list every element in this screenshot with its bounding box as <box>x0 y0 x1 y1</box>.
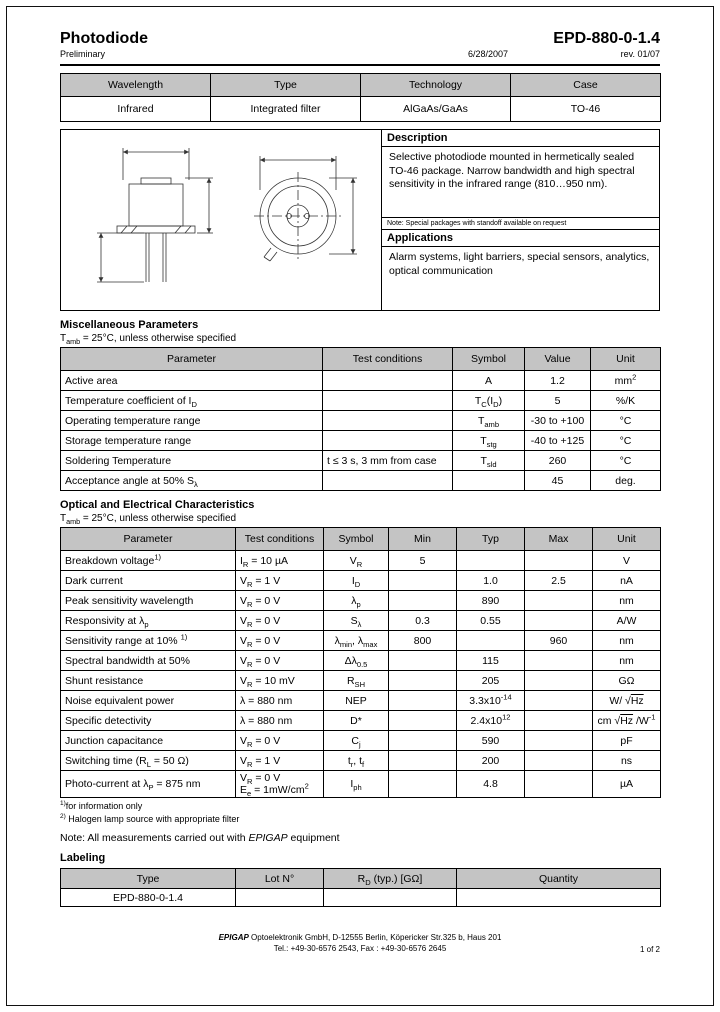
table-cell: 0.55 <box>457 611 525 631</box>
footnote-1: $^{1)}$for information only <box>60 800 143 811</box>
column-header: Wavelength <box>61 74 211 97</box>
column-header: Case <box>511 74 661 97</box>
table-row <box>61 451 661 471</box>
table-cell: TO-46 <box>511 97 661 122</box>
description-column <box>382 129 660 311</box>
table-cell <box>525 591 593 611</box>
table-cell <box>453 471 525 491</box>
table-cell: 115 <box>457 651 525 671</box>
table-cell: $T_{stg}$ <box>453 431 525 451</box>
table-cell: 1.0 <box>457 571 525 591</box>
table-cell: $T_{sld}$ <box>453 451 525 471</box>
table-cell: $I_R = 10$ µA <box>236 551 324 571</box>
table-cell: A <box>453 371 525 391</box>
table-row <box>61 591 661 611</box>
table-cell: Integrated filter <box>211 97 361 122</box>
column-header: Parameter <box>61 348 323 371</box>
description-note: Note: Special packages with standoff available on request <box>382 217 659 229</box>
to46-drawing-svg <box>61 130 379 308</box>
table-cell: $\lambda_p$ <box>324 591 389 611</box>
table-cell: EPD-880-0-1.4 <box>61 889 236 907</box>
table-cell: 4.8 <box>457 771 525 798</box>
table-cell <box>389 571 457 591</box>
table-cell: deg. <box>591 471 661 491</box>
table-cell: nm <box>593 631 661 651</box>
table-cell <box>323 391 453 411</box>
misc-section-condition: $T_{amb} = 25^\circ C$, unless otherwise specified <box>60 333 237 346</box>
table-header-row <box>61 528 661 551</box>
datasheet-page <box>60 30 660 907</box>
table-cell: 890 <box>457 591 525 611</box>
table-cell: V <box>593 551 661 571</box>
optical-section-condition: $T_{amb} = 25^\circ C$, unless otherwise specified <box>60 513 237 526</box>
table-cell <box>525 651 593 671</box>
table-cell: λ = 880 nm <box>236 711 324 731</box>
table-cell: nm <box>593 591 661 611</box>
table-cell: -30 to +100 <box>525 411 591 431</box>
date-label: 6/28/2007 <box>468 49 509 59</box>
table-cell: GΩ <box>593 671 661 691</box>
footnote-2: $^{2)}$ Halogen lamp source with appropriate filter <box>60 813 240 824</box>
table-cell <box>323 471 453 491</box>
table-cell <box>525 671 593 691</box>
table-cell <box>525 711 593 731</box>
table-cell: °C <box>591 431 661 451</box>
table-cell <box>323 371 453 391</box>
revision-label: rev. 01/07 <box>620 49 660 59</box>
table-cell: 590 <box>457 731 525 751</box>
table-cell: $V_R = 0$ V <box>236 731 324 751</box>
table-cell: °C <box>591 411 661 431</box>
table-cell: °C <box>591 451 661 471</box>
table-cell: 205 <box>457 671 525 691</box>
footer-company-line: EPIGAP Optoelektronik GmbH, D-12555 Berlin, Köpericker Str.325 b, Haus 201 <box>218 933 502 942</box>
optical-characteristics-table <box>60 527 661 798</box>
measurement-note: Note: All measurements carried out with EPIGAP equipment <box>60 832 340 844</box>
table-cell: $I_{ph}$ <box>324 771 389 798</box>
table-cell: pF <box>593 731 661 751</box>
table-cell: $V_R$ <box>324 551 389 571</box>
table-cell: $3.3x10^{-14}$ <box>457 691 525 711</box>
column-header: Value <box>525 348 591 371</box>
table-cell <box>389 651 457 671</box>
table-cell <box>457 889 661 907</box>
table-cell: %/K <box>591 391 661 411</box>
table-cell: $T_C(I_D)$ <box>453 391 525 411</box>
table-cell <box>525 771 593 798</box>
table-cell: $V_R = 10$ mV <box>236 671 324 691</box>
applications-text: Alarm systems, light barriers, special sensors, analytics, optical communication <box>389 251 650 277</box>
table-row <box>61 611 661 631</box>
table-cell <box>457 631 525 651</box>
table-cell: NEP <box>324 691 389 711</box>
table-cell: Soldering Temperature <box>61 451 323 471</box>
table-row <box>61 97 661 122</box>
table-cell: $R_{SH}$ <box>324 671 389 691</box>
table-cell: W/ √Hz <box>593 691 661 711</box>
applications-section <box>382 230 660 311</box>
table-cell: Active area <box>61 371 323 391</box>
table-cell: $C_j$ <box>324 731 389 751</box>
column-header: Typ <box>457 528 525 551</box>
table-cell: λ = 880 nm <box>236 691 324 711</box>
column-header: Min <box>389 528 457 551</box>
table-cell <box>389 771 457 798</box>
table-cell: Shunt resistance <box>61 671 236 691</box>
table-row <box>61 471 661 491</box>
table-cell: Storage temperature range <box>61 431 323 451</box>
table-row <box>61 431 661 451</box>
table-cell: 5 <box>525 391 591 411</box>
table-cell: $V_R = 0$ V <box>236 591 324 611</box>
table-cell: Photo-current at $\lambda_P = 875$ nm <box>61 771 236 798</box>
header-subrow <box>60 49 660 62</box>
column-header: Technology <box>361 74 511 97</box>
column-header: Unit <box>593 528 661 551</box>
table-cell <box>236 889 324 907</box>
table-cell: AlGaAs/GaAs <box>361 97 511 122</box>
table-row <box>61 691 661 711</box>
table-cell: Peak sensitivity wavelength <box>61 591 236 611</box>
description-text: Selective photodiode mounted in hermetically sealed TO-46 package. Narrow bandwidth and high spectral sensitivity in the infrared range (810…950 nm). <box>389 151 635 191</box>
footer-address <box>60 932 660 954</box>
column-header: $R_D$ (typ.) [GΩ] <box>324 869 457 889</box>
table-row <box>61 631 661 651</box>
table-cell <box>389 671 457 691</box>
column-header: Max <box>525 528 593 551</box>
table-cell: Spectral bandwidth at 50% <box>61 651 236 671</box>
table-cell: $S_\lambda$ <box>324 611 389 631</box>
header-divider <box>60 64 660 66</box>
table-row <box>61 571 661 591</box>
table-header-row <box>61 74 661 97</box>
table-cell: Dark current <box>61 571 236 591</box>
table-cell: 200 <box>457 751 525 771</box>
applications-title: Applications <box>382 230 659 247</box>
table-cell: nA <box>593 571 661 591</box>
table-cell <box>457 551 525 571</box>
table-row <box>61 551 661 571</box>
table-cell: 2.5 <box>525 571 593 591</box>
table-cell: 1.2 <box>525 371 591 391</box>
description-section <box>382 129 660 230</box>
table-cell: Acceptance angle at 50% $S_\lambda$ <box>61 471 323 491</box>
package-drawing <box>60 129 382 311</box>
table-row <box>61 731 661 751</box>
table-cell: 960 <box>525 631 593 651</box>
page-footer <box>60 932 660 954</box>
table-cell <box>389 591 457 611</box>
column-header: Quantity <box>457 869 661 889</box>
table-cell: Operating temperature range <box>61 411 323 431</box>
table-cell: Breakdown voltage$^{1)}$ <box>61 551 236 571</box>
table-cell <box>389 751 457 771</box>
table-row <box>61 391 661 411</box>
table-cell: 0.3 <box>389 611 457 631</box>
table-cell: cm √Hz $/W^{-1}$ <box>593 711 661 731</box>
table-cell: $\Delta\lambda_{0.5}$ <box>324 651 389 671</box>
table-cell: 5 <box>389 551 457 571</box>
table-row <box>61 889 661 907</box>
table-cell <box>389 731 457 751</box>
labeling-section-title: Labeling <box>60 852 106 864</box>
column-header: Lot N° <box>236 869 324 889</box>
labeling-table <box>60 868 661 907</box>
table-cell <box>525 611 593 631</box>
column-header: Type <box>61 869 236 889</box>
table-row <box>61 371 661 391</box>
column-header: Parameter <box>61 528 236 551</box>
table-header-row <box>61 348 661 371</box>
table-cell: $I_D$ <box>324 571 389 591</box>
table-cell: $mm^2$ <box>591 371 661 391</box>
table-row <box>61 671 661 691</box>
table-row <box>61 771 661 798</box>
table-cell: $T_{amb}$ <box>453 411 525 431</box>
table-cell: -40 to +125 <box>525 431 591 451</box>
description-title: Description <box>382 130 659 147</box>
optical-section-title: Optical and Electrical Characteristics <box>60 499 255 511</box>
misc-section-title: Miscellaneous Parameters <box>60 319 199 331</box>
table-cell <box>525 691 593 711</box>
column-header: Unit <box>591 348 661 371</box>
table-cell: $V_R = 0$ V <box>236 611 324 631</box>
table-cell: Responsivity at $\lambda_p$ <box>61 611 236 631</box>
table-cell: $V_R = 0$ V <box>236 631 324 651</box>
table-cell: ns <box>593 751 661 771</box>
table-cell: $V_R = 0$ V <box>236 651 324 671</box>
table-cell: $2.4x10^{12}$ <box>457 711 525 731</box>
table-cell: $t_r$, $t_f$ <box>324 751 389 771</box>
table-cell <box>389 711 457 731</box>
table-cell: Infrared <box>61 97 211 122</box>
table-cell <box>389 691 457 711</box>
column-header: Type <box>211 74 361 97</box>
table-row <box>61 751 661 771</box>
table-cell: t ≤ 3 s, 3 mm from case <box>323 451 453 471</box>
column-header: Symbol <box>324 528 389 551</box>
table-cell: Specific detectivity <box>61 711 236 731</box>
table-cell: D* <box>324 711 389 731</box>
column-header: Test conditions <box>323 348 453 371</box>
header <box>60 30 660 48</box>
table-cell: $V_R = 0$ V $E_e = 1mW/cm^2$ <box>236 771 324 798</box>
table-cell: nm <box>593 651 661 671</box>
table-cell <box>323 411 453 431</box>
table-cell: $\lambda_{min}$, $\lambda_{max}$ <box>324 631 389 651</box>
page-title: Photodiode <box>60 30 148 47</box>
table-cell: Switching time ($R_L = 50$ Ω) <box>61 751 236 771</box>
column-header: Test conditions <box>236 528 324 551</box>
table-cell: $V_R = 1$ V <box>236 571 324 591</box>
table-header-row <box>61 869 661 889</box>
part-number: EPD-880-0-1.4 <box>553 30 660 47</box>
status-label: Preliminary <box>60 49 106 59</box>
table-cell: Temperature coefficient of $I_D$ <box>61 391 323 411</box>
table-cell: Noise equivalent power <box>61 691 236 711</box>
table-row <box>61 711 661 731</box>
table-cell: 260 <box>525 451 591 471</box>
column-header: Symbol <box>453 348 525 371</box>
table-cell <box>323 431 453 451</box>
table-cell <box>324 889 457 907</box>
table-row <box>61 651 661 671</box>
misc-parameters-table <box>60 347 661 491</box>
figure-section <box>60 129 660 311</box>
footer-contact-line: Tel.: +49-30-6576 2543, Fax : +49-30-6576 2645 <box>273 944 447 954</box>
table-cell <box>525 551 593 571</box>
summary-table <box>60 73 661 122</box>
table-cell: 800 <box>389 631 457 651</box>
table-cell: Junction capacitance <box>61 731 236 751</box>
table-cell: A/W <box>593 611 661 631</box>
page-number: 1 of 2 <box>639 945 660 955</box>
table-cell <box>525 731 593 751</box>
table-cell <box>525 751 593 771</box>
table-cell: 45 <box>525 471 591 491</box>
table-cell: µA <box>593 771 661 798</box>
table-cell: $V_R = 1$ V <box>236 751 324 771</box>
table-row <box>61 411 661 431</box>
table-cell: Sensitivity range at 10% $^{1)}$ <box>61 631 236 651</box>
